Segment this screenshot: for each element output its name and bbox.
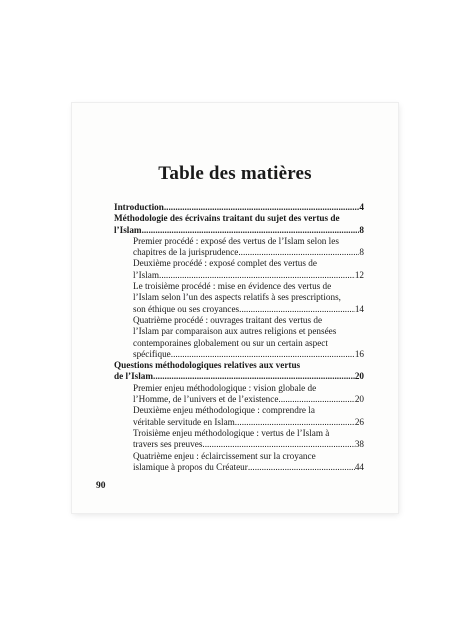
dot-leader	[238, 247, 359, 258]
page-title: Table des matières	[158, 163, 312, 184]
dot-leader	[239, 304, 355, 315]
dot-leader	[153, 371, 355, 382]
toc-entry	[114, 281, 364, 315]
toc-entry-line: Premier enjeu méthodologique : vision globale de	[133, 382, 317, 393]
toc-entry-line: Deuxième enjeu méthodologique : comprendre la	[133, 405, 315, 416]
toc-entry-line: Premier procédé : exposé des vertus de l’Islam selon les	[133, 235, 339, 246]
toc-entry-last-line	[133, 349, 364, 360]
toc-entry-last-line	[133, 394, 364, 405]
toc-entry	[114, 315, 364, 360]
dot-leader	[278, 394, 354, 405]
page-number: 90	[96, 481, 106, 491]
toc-page-number: 26	[354, 416, 364, 427]
toc-entry	[114, 213, 364, 236]
toc-entry	[114, 236, 364, 259]
toc-page-number: 16	[354, 348, 364, 359]
toc-entry	[114, 451, 364, 474]
toc-page-number: 44	[354, 461, 364, 472]
toc-entry-text: l’Homme, de l’univers et de l’existence	[133, 394, 279, 405]
toc-entry-line: Méthodologie des écrivains traitant du sujet des vertus de	[114, 213, 340, 224]
toc-entry-text: l’Islam	[133, 269, 160, 280]
dot-leader	[164, 202, 360, 213]
toc-page-number: 8	[359, 247, 364, 258]
toc-page-number: 38	[354, 439, 364, 450]
toc-entry-last-line	[133, 247, 364, 258]
toc-entry-text: son éthique ou ses croyances	[133, 303, 240, 314]
toc-entry-line: Deuxième procédé : exposé complet des vertus de	[133, 258, 317, 269]
toc-entry	[114, 383, 364, 406]
toc-page-number: 4	[359, 202, 364, 212]
toc-entry-text: chapitres de la jurisprudence	[133, 247, 239, 258]
toc-entry	[114, 405, 364, 428]
toc-entry-last-line	[133, 439, 364, 450]
toc-entry-text: l’Islam	[114, 224, 142, 235]
toc-entry-line: contemporaines globalement ou sur un certain aspect	[133, 337, 328, 348]
dot-leader	[171, 349, 355, 360]
toc-entry-line: Le troisième procédé : mise en évidence des vertus de	[133, 281, 332, 292]
toc-entry-line: l’Islam selon l’un des aspects relatifs à ses prescriptions,	[133, 292, 341, 303]
dot-leader	[235, 417, 355, 428]
dot-leader	[159, 270, 355, 281]
toc-entry-text: Introduction	[114, 202, 164, 212]
toc-entry	[114, 360, 364, 383]
toc-entry-last-line	[133, 417, 364, 428]
toc-entry-last-line	[114, 225, 364, 236]
toc-entry-last-line	[133, 304, 364, 315]
table-of-contents	[114, 202, 364, 473]
toc-entry-text: de l’Islam	[114, 371, 154, 382]
toc-entry-last-line	[133, 270, 364, 281]
toc-page-number: 20	[354, 371, 364, 382]
book-page	[72, 103, 398, 513]
toc-entry-last-line	[114, 371, 364, 382]
toc-entry-text: travers ses preuves	[133, 439, 203, 450]
toc-entry	[114, 428, 364, 451]
toc-page-number: 14	[354, 303, 364, 314]
dot-leader	[248, 462, 355, 473]
toc-page-number: 8	[359, 224, 364, 235]
toc-entry	[114, 202, 364, 213]
toc-page-number: 12	[354, 269, 364, 280]
toc-entry-text: spécifique	[133, 348, 171, 359]
toc-entry-line: l’Islam par comparaison aux autres religions et pensées	[133, 326, 337, 337]
toc-entry-line: Questions méthodologiques relatives aux vertus	[114, 360, 301, 371]
toc-entry-text: islamique à propos du Créateur	[133, 461, 248, 472]
toc-entry-line: Quatrième enjeu : éclaircissement sur la croyance	[133, 450, 316, 461]
toc-entry	[114, 258, 364, 281]
dot-leader	[202, 439, 354, 450]
toc-entry-last-line	[133, 462, 364, 473]
toc-entry-last-line	[114, 202, 364, 213]
toc-entry-line: Quatrième procédé : ouvrages traitant des vertus de	[133, 314, 323, 325]
dot-leader	[142, 225, 360, 236]
toc-entry-line: Troisième enjeu méthodologique : vertus de l’Islam à	[133, 427, 330, 438]
toc-page-number: 20	[354, 394, 364, 405]
toc-entry-text: véritable servitude en Islam	[133, 416, 235, 427]
